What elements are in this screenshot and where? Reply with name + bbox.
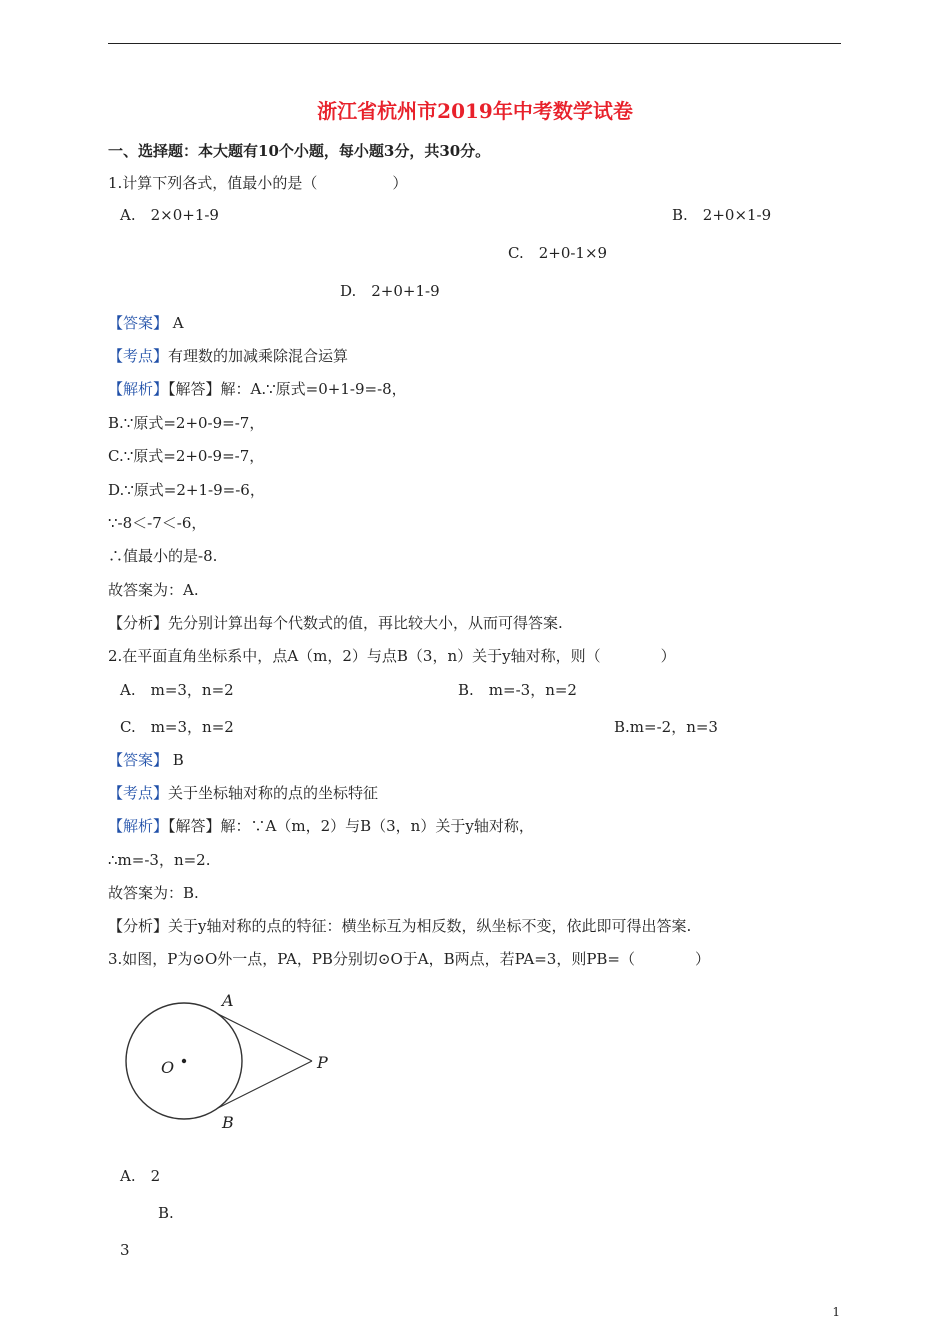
q1-stem: 1.计算下列各式，值最小的是（ ） <box>108 174 408 192</box>
q1-point-line <box>108 346 348 366</box>
answer-tag: 【答案】 <box>108 751 169 769</box>
tangent-pa <box>218 1014 312 1061</box>
page-title: 浙江省杭州市2019年中考数学试卷 <box>317 99 633 123</box>
point-tag: 【考点】 <box>108 784 169 802</box>
q2-analysis-result: ∴m=-3，n=2. <box>108 851 211 869</box>
q1-analysis-b: B.∵原式=2+0-9=-7， <box>108 414 265 432</box>
q3-stem: 3.如图，P为⊙O外一点，PA，PB分别切⊙O于A，B两点，若PA=3，则PB=（ ） <box>108 950 711 968</box>
q1-option-a: A. 2×0+1-9 <box>120 206 219 224</box>
analysis-text: 【解答】解：A.∵原式=0+1-9=-8， <box>168 380 407 398</box>
answer-value: B <box>172 751 184 769</box>
tangent-pb <box>218 1061 312 1108</box>
q1-final-answer: 故答案为：A. <box>108 581 199 599</box>
q2-final-answer: 故答案为：B. <box>108 884 199 902</box>
analysis-tag: 【解析】 <box>108 817 169 835</box>
label-o: O <box>161 1058 175 1077</box>
q1-option-d: D. 2+0+1-9 <box>340 282 440 300</box>
section-heading: 一、选择题：本大题有10个小题，每小题3分，共30分。 <box>108 142 491 160</box>
label-b: B <box>222 1113 234 1132</box>
analysis-text: 【解答】解：∵A（m，2）与B（3，n）关于y轴对称， <box>168 817 534 835</box>
q2-analysis-note: 【分析】关于y轴对称的点的特征：横坐标互为相反数，纵坐标不变，依此即可得出答案. <box>108 917 692 935</box>
q1-analysis-d: D.∵原式=2+1-9=-6， <box>108 481 265 499</box>
header-rule <box>108 43 841 44</box>
page-number: 1 <box>832 1305 840 1319</box>
label-a: A <box>222 991 234 1010</box>
q2-option-b: B. m=-3，n=2 <box>458 681 577 699</box>
center-point <box>182 1059 186 1063</box>
q2-option-d: B.m=-2，n=3 <box>614 718 718 736</box>
q1-analysis-conclusion: ∴值最小的是-8. <box>108 547 218 565</box>
point-tag: 【考点】 <box>108 347 169 365</box>
point-value: 有理数的加减乘除混合运算 <box>168 347 349 365</box>
q1-analysis-note: 【分析】先分别计算出每个代数式的值，再比较大小，从而可得答案. <box>108 614 563 632</box>
label-p: P <box>317 1053 328 1072</box>
q2-point-line <box>108 783 378 803</box>
q1-analysis-line <box>108 379 407 399</box>
q3-option-a: A. 2 <box>120 1167 161 1185</box>
answer-value: A <box>172 314 184 332</box>
q2-option-c: C. m=3，n=2 <box>120 718 234 736</box>
q1-analysis-c: C.∵原式=2+0-9=-7， <box>108 447 265 465</box>
q1-answer-line <box>108 313 184 333</box>
q1-option-b: B. 2+0×1-9 <box>672 206 772 224</box>
q2-option-a: A. m=3，n=2 <box>120 681 234 699</box>
q2-answer-line <box>108 750 184 770</box>
q3-option-b-value: 3 <box>120 1241 130 1259</box>
point-value: 关于坐标轴对称的点的坐标特征 <box>168 784 379 802</box>
answer-tag: 【答案】 <box>108 314 169 332</box>
q2-stem: 2.在平面直角坐标系中，点A（m，2）与点B（3，n）关于y轴对称，则（ ） <box>108 647 676 665</box>
q3-option-b: B. <box>158 1204 174 1222</box>
tangent-circle-figure <box>118 985 348 1135</box>
q1-option-c: C. 2+0-1×9 <box>508 244 608 262</box>
q1-analysis-compare: ∵-8＜-7＜-6， <box>108 514 207 532</box>
q2-analysis-line <box>108 816 534 836</box>
analysis-tag: 【解析】 <box>108 380 169 398</box>
